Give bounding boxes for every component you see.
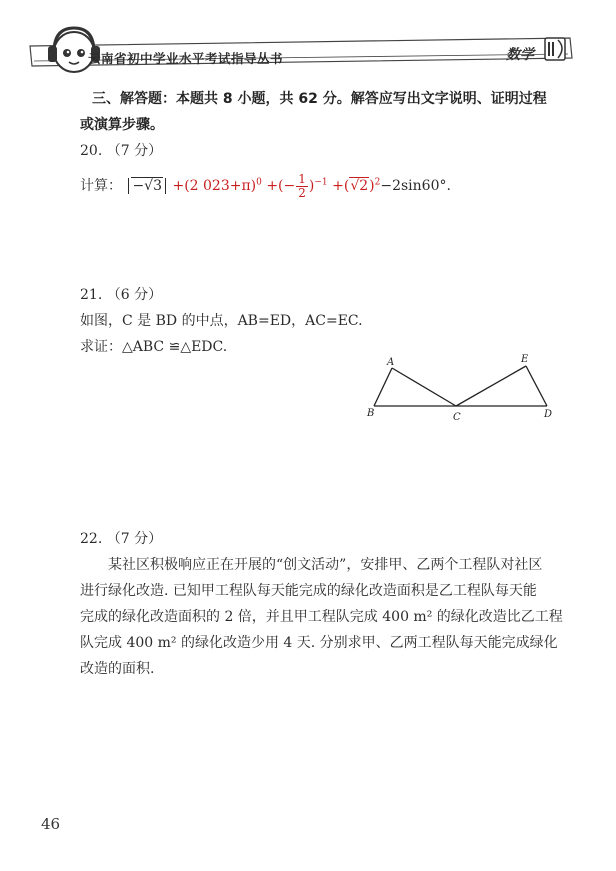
segment-ac	[392, 368, 456, 406]
q20-exp-two: 2	[374, 177, 381, 188]
question-22-title: 22. （7 分）	[80, 531, 163, 547]
label-c: C	[453, 412, 461, 423]
question-20-title: 20. （7 分）	[80, 143, 163, 159]
q20-frac-den: 2	[298, 185, 306, 200]
segment-ed	[526, 366, 547, 406]
q20-expr-part3: +(	[332, 178, 350, 194]
question-21-line-1: 如图，C 是 BD 的中点，AB=ED，AC=EC.	[80, 313, 363, 329]
q20-expr-part1: +(2 023+π)	[172, 178, 257, 194]
segment-ab	[374, 368, 392, 406]
q20-expr-part2: +(−	[266, 178, 296, 194]
q20-exp-neg1: −1	[314, 177, 328, 188]
question-22-line-2: 进行绿化改造. 已知甲工程队每天能完成的绿化改造面积是乙工程队每天能	[80, 583, 537, 599]
q20-sqrt2: √2	[350, 178, 369, 194]
question-22-line-4: 队完成 400 m² 的绿化改造少用 4 天. 分别求甲、乙两工程队每天能完成绿化	[80, 635, 558, 651]
book-icon	[545, 38, 565, 60]
label-d: D	[544, 409, 553, 420]
label-a: A	[387, 357, 395, 368]
question-22	[80, 526, 566, 682]
q20-expr-tail: −2sin60°.	[380, 178, 451, 194]
question-20-expression: 计算： −√3 +(2 023+π)$^0$ +(− $\frac{1}{2}$ )$^{-1} +(√2)^2-2\sin 60^\circ$.	[80, 171, 451, 200]
abs-bar-right	[165, 178, 166, 194]
section-heading	[80, 86, 566, 138]
series-title: 云南省初中学业水平考试指导丛书	[88, 51, 284, 66]
abs-bar-left	[128, 178, 129, 194]
label-b: B	[367, 408, 375, 419]
page-number: 46	[41, 815, 61, 833]
q20-expr-part4: )	[369, 178, 375, 194]
question-21	[80, 282, 566, 360]
label-e: E	[521, 354, 529, 365]
question-20	[80, 138, 566, 164]
page-header	[0, 0, 616, 80]
q20-sqrt3: −√3	[132, 178, 163, 194]
triangle-figure	[364, 354, 564, 438]
q20-fraction	[296, 173, 308, 200]
section-heading-line-2: 或演算步骤。	[80, 117, 164, 133]
question-22-line-5: 改造的面积.	[80, 661, 155, 677]
question-21-title: 21. （6 分）	[80, 287, 163, 303]
subject-label: 数学	[506, 47, 534, 63]
section-heading-line-1: 三、解答题：本题共 8 小题，共 62 分。解答应写出文字说明、证明过程	[92, 91, 547, 107]
question-22-line-3: 完成的绿化改造面积的 2 倍，并且甲工程队完成 400 m² 的绿化改造比乙工程	[80, 609, 563, 625]
header-decoration	[0, 0, 616, 80]
q20-prompt: 计算：	[80, 178, 122, 194]
question-21-line-2: 求证：△ABC ≌△EDC.	[80, 339, 228, 355]
question-22-line-1: 某社区积极响应正在开展的“创文活动”，安排甲、乙两个工程队对社区	[108, 557, 543, 573]
segment-ec	[456, 366, 526, 406]
q20-frac-num: 1	[298, 171, 306, 186]
q20-exp-zero: 0	[256, 177, 262, 188]
